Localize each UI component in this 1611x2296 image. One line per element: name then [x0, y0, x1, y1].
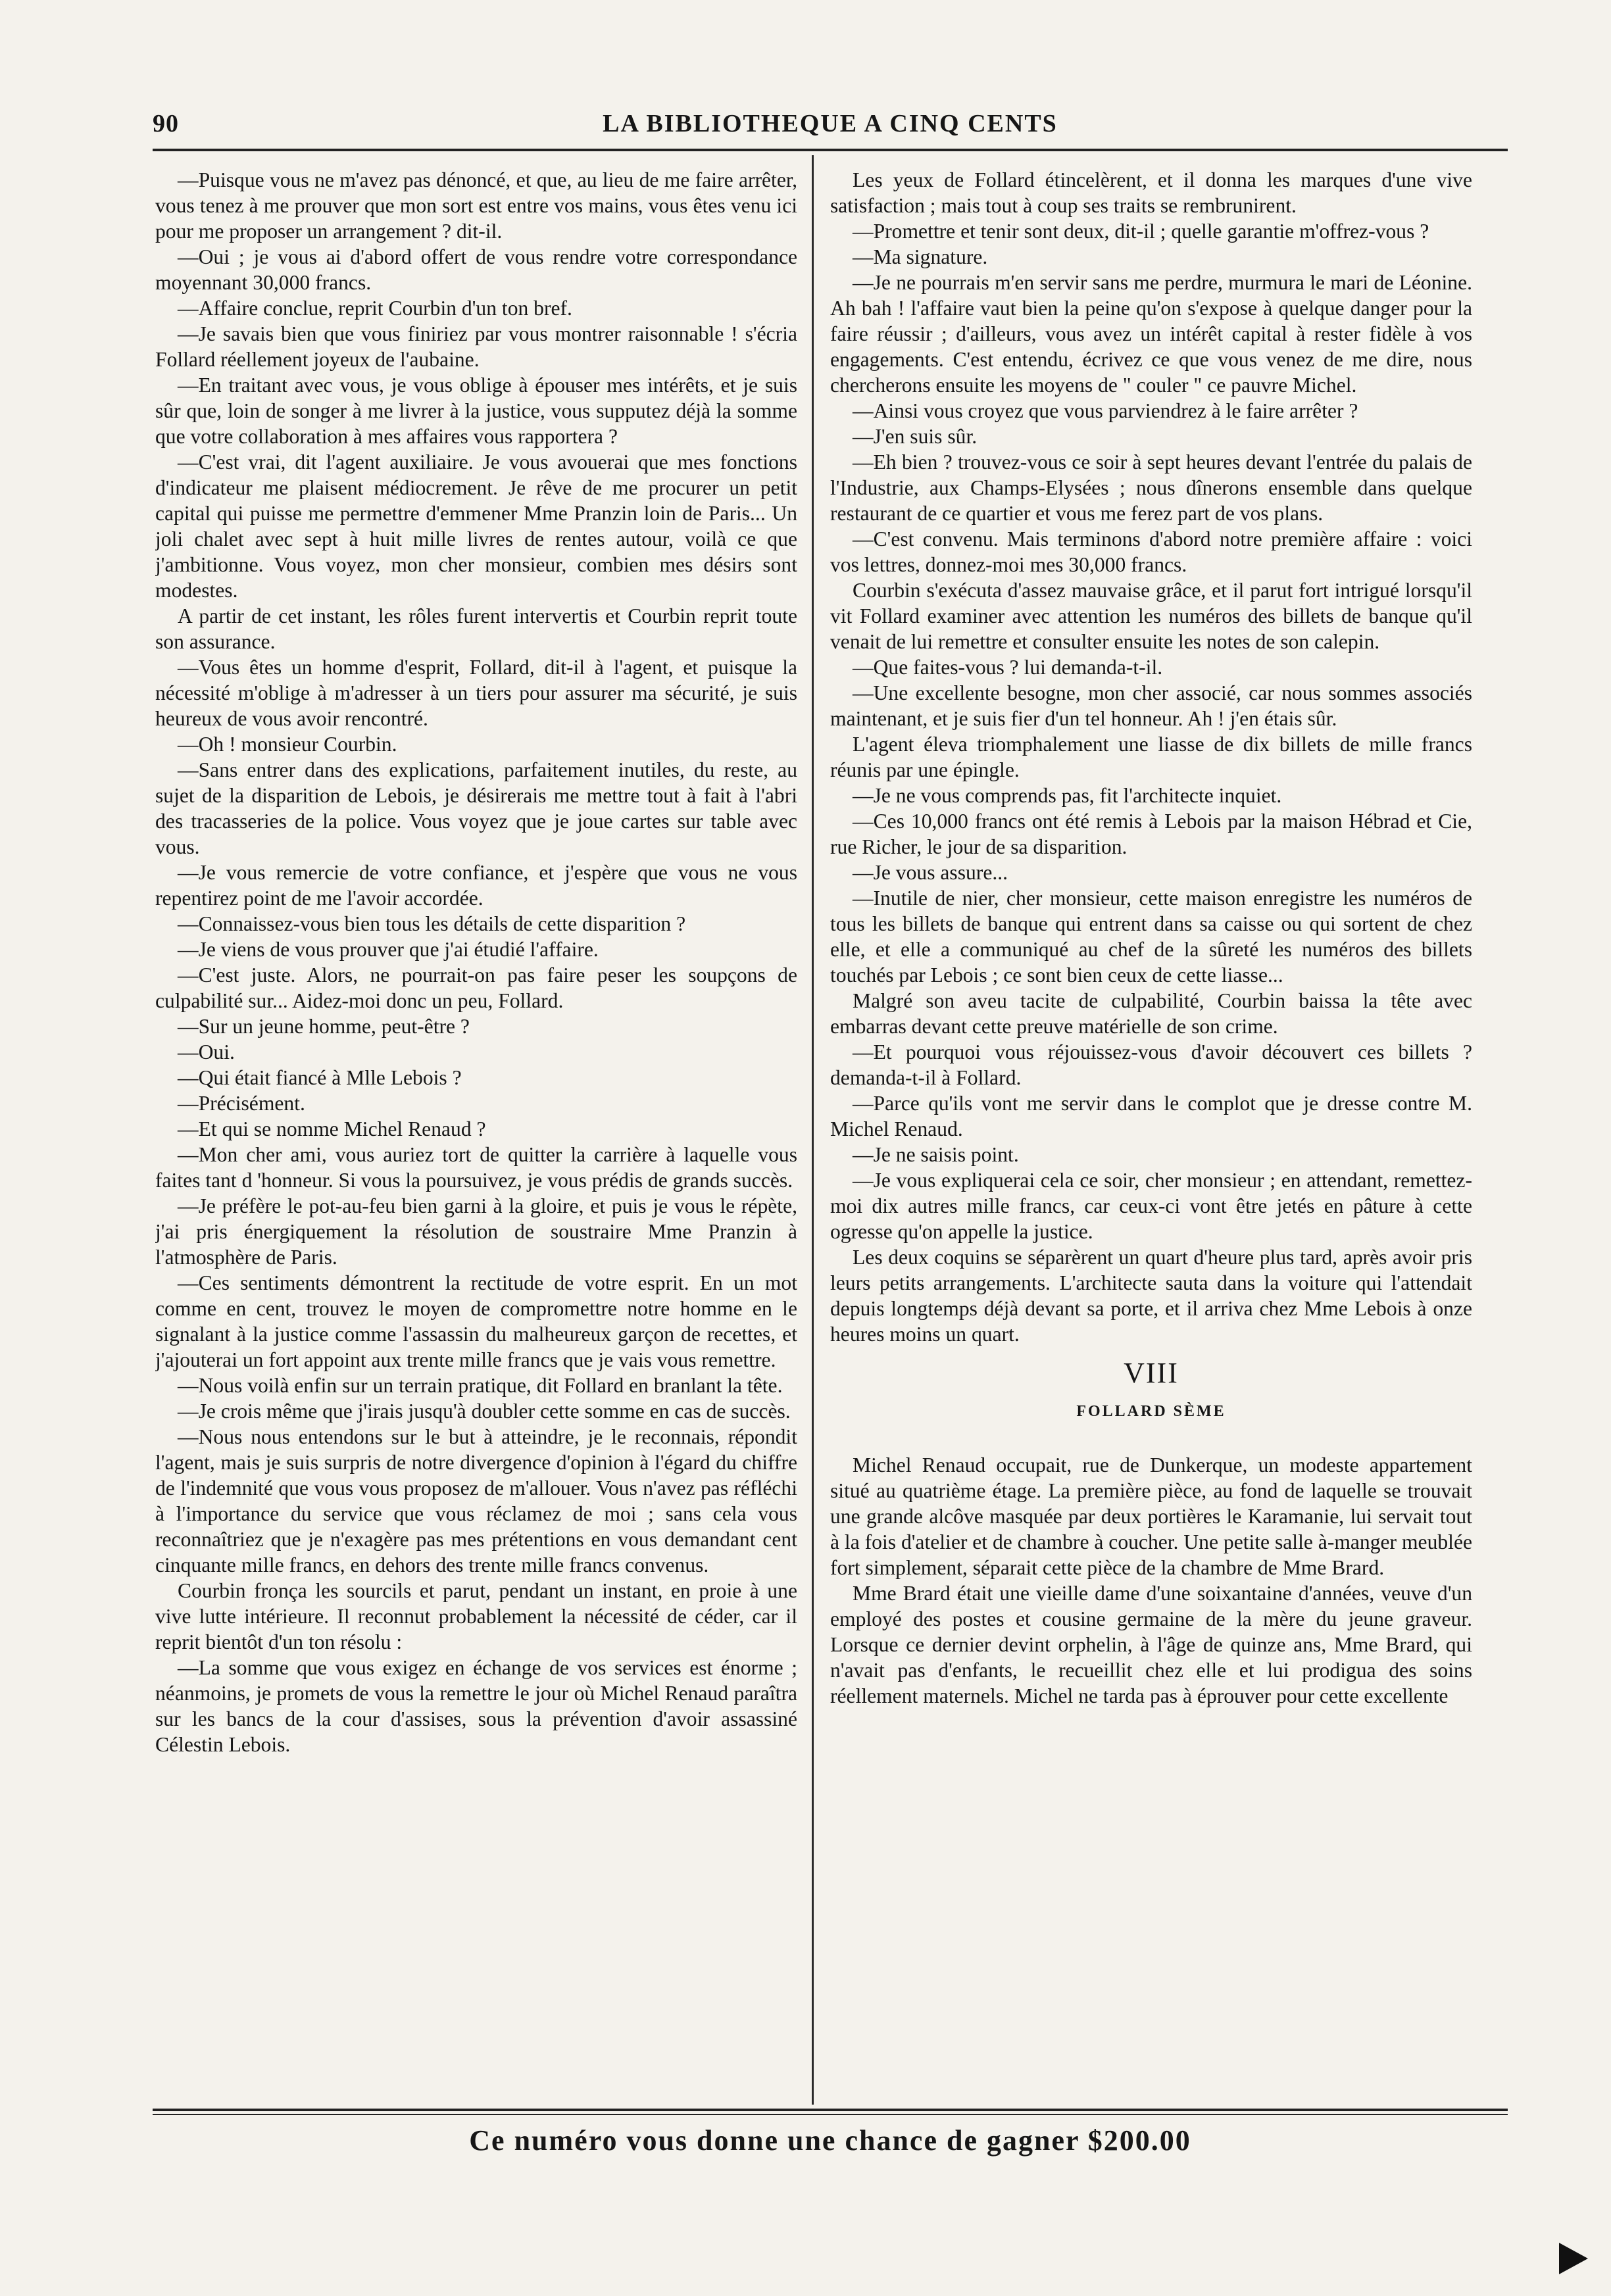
paragraph: —Sur un jeune homme, peut-être ?	[178, 1015, 470, 1038]
paragraph: —Je ne saisis point.	[853, 1143, 1019, 1166]
paragraph: —Je vous remercie de votre confiance, et j'espère que vous ne vous repentirez point de me l'avoir accordée.	[155, 861, 797, 910]
paragraph: —Connaissez-vous bien tous les détails de cette disparition ?	[178, 912, 686, 935]
paragraph: —Ainsi vous croyez que vous parviendrez à le faire arrêter ?	[853, 399, 1358, 422]
paragraph: —Ces sentiments démontrent la rectitude de votre esprit. En un mot comme en cent, trouvez le moyen de compromettre notre homme en le signalant à la justice comme l'assassin du malheureux garçon de recettes, et j'ajouterai un fort appoint aux trente mille francs que je vais vous remettre.	[155, 1271, 797, 1371]
running-head	[153, 107, 1508, 146]
paragraph: Courbin s'exécuta d'assez mauvaise grâce, et il parut fort intrigué lorsqu'il vit Follard examiner avec attention les numéros des billets de banque qu'il venait de lui remettre et consulter ensuite les notes de son calepin.	[830, 579, 1472, 653]
paragraph: —Sans entrer dans des explications, parfaitement inutiles, du reste, au sujet de la disparition de Lebois, je désirerais me mettre tout à fait à l'abri des tracasseries de la police. Vous voyez que je joue cartes sur table avec vous.	[155, 758, 797, 858]
paragraph: —Parce qu'ils vont me servir dans le complot que je dresse contre M. Michel Renaud.	[830, 1092, 1472, 1140]
paragraph: —Oui ; je vous ai d'abord offert de vous rendre votre correspondance moyennant 30,000 francs.	[155, 245, 797, 294]
paragraph: —Je vous expliquerai cela ce soir, cher monsieur ; en attendant, remettez-moi dix autres mille francs, car ceux-ci vont être jetés en pâture à cette ogresse qu'on appelle la justice.	[830, 1169, 1472, 1243]
chapter-title: FOLLARD SÈME	[1076, 1403, 1226, 1420]
paragraph: —C'est juste. Alors, ne pourrait-on pas faire peser les soupçons de culpabilité sur... Aidez-moi donc un peu, Follard.	[155, 964, 797, 1012]
journal-title: LA BIBLIOTHEQUE A CINQ CENTS	[603, 110, 1058, 137]
paragraph: —Oui.	[178, 1040, 235, 1063]
paragraph: A partir de cet instant, les rôles furent intervertis et Courbin reprit toute son assurance.	[155, 604, 797, 653]
paragraph: —La somme que vous exigez en échange de vos services est énorme ; néanmoins, je promets de vous la remettre le jour où Michel Renaud paraîtra sur les bancs de la cour d'assises, sous la prévention d'avoir assassiné Célestin Lebois.	[155, 1656, 797, 1756]
paragraph: —Que faites-vous ? lui demanda-t-il.	[853, 656, 1163, 679]
paragraph: —Je savais bien que vous finiriez par vous montrer raisonnable ! s'écria Follard réellement joyeux de l'aubaine.	[155, 322, 797, 371]
paragraph: —Mon cher ami, vous auriez tort de quitter la carrière à laquelle vous faites tant d 'honneur. Si vous la poursuivez, je vous prédis de grands succès.	[155, 1143, 797, 1192]
paragraph: L'agent éleva triomphalement une liasse de dix billets de mille francs réunis par une épingle.	[830, 733, 1472, 781]
paragraph: Michel Renaud occupait, rue de Dunkerque, un modeste appartement situé au quatrième étage. La première pièce, au fond de laquelle se trouvait une grande alcôve masquée par deux portières le Karamanie, lui servait tout à la fois d'atelier et de chambre à coucher. Une petite salle à-manger meublée fort simplement, séparait cette pièce de la chambre de Mme Brard.	[830, 1453, 1472, 1579]
corner-arrow-icon	[1559, 2243, 1588, 2274]
chapter-number: VIII	[1124, 1357, 1179, 1389]
paragraph: Les yeux de Follard étincelèrent, et il donna les marques d'une vive satisfaction ; mais tout à coup ses traits se rembrunirent.	[830, 168, 1472, 217]
footer-banner: Ce numéro vous donne une chance de gagner $200.00	[469, 2124, 1191, 2157]
right-column	[830, 167, 1472, 2104]
paragraph: —Je crois même que j'irais jusqu'à doubler cette somme en cas de succès.	[178, 1400, 791, 1423]
paragraph: —Une excellente besogne, mon cher associé, car nous sommes associés maintenant, et je suis fier d'un tel honneur. Ah ! j'en étais sûr.	[830, 681, 1472, 730]
left-column	[155, 167, 797, 2104]
right-column-text-before	[830, 167, 1472, 1347]
paragraph: —Ces 10,000 francs ont été remis à Lebois par la maison Hébrad et Cie, rue Richer, le jour de sa disparition.	[830, 810, 1472, 858]
paragraph: —Je vous assure...	[853, 861, 1008, 884]
paragraph: —Je préfère le pot-au-feu bien garni à la gloire, et puis je vous le répète, j'ai pris énergiquement la résolution de soustraire Mme Pranzin à l'atmosphère de Paris.	[155, 1194, 797, 1269]
paragraph: —Puisque vous ne m'avez pas dénoncé, et que, au lieu de me faire arrêter, vous tenez à me prouver que mon sort est entre vos mains, vous êtes venu ici pour me proposer un arrangement ? dit-il.	[155, 168, 797, 243]
paragraph: —Vous êtes un homme d'esprit, Follard, dit-il à l'agent, et puisque la nécessité m'oblige à m'adresser à un tiers pour assurer ma sécurité, je suis heureux de vous avoir rencontré.	[155, 656, 797, 730]
right-column-text-after	[830, 1452, 1472, 1709]
paragraph: —C'est convenu. Mais terminons d'abord notre première affaire : voici vos lettres, donnez-moi mes 30,000 francs.	[830, 527, 1472, 576]
paragraph: —Ma signature.	[853, 245, 988, 268]
paragraph: —Et pourquoi vous réjouissez-vous d'avoir découvert ces billets ? demanda-t-il à Follard.	[830, 1040, 1472, 1089]
paragraph: —Affaire conclue, reprit Courbin d'un ton bref.	[178, 297, 572, 320]
footer-rule-thin	[153, 2114, 1508, 2115]
paragraph: —Nous nous entendons sur le but à atteindre, je le reconnais, répondit l'agent, mais je suis surpris de notre divergence d'opinion à l'égard du chiffre de l'indemnité que vous vous proposez de m'allouer. Vous n'avez pas réfléchi à l'importance du service que vous réclamez de moi ; sans cela vous reconnaîtriez que je n'exagère pas mes prétentions en vous demandant cent cinquante mille francs, en dehors des trente mille francs convenus.	[155, 1425, 797, 1576]
column-divider	[812, 155, 814, 2105]
paragraph: Mme Brard était une vieille dame d'une soixantaine d'années, veuve d'un employé des postes et cousine germaine de la mère du jeune graveur. Lorsque ce dernier devint orphelin, à l'âge de quinze ans, Mme Brard, qui n'avait pas d'enfants, le recueillit chez elle et lui prodigua des soins réellement maternels. Michel ne tarda pas à éprouver pour cette excellente	[830, 1582, 1472, 1707]
paragraph: Courbin fronça les sourcils et parut, pendant un instant, en proie à une vive lutte intérieure. Il reconnut probablement la nécessité de céder, car il reprit bientôt d'un ton résolu :	[155, 1579, 797, 1653]
paragraph: —Nous voilà enfin sur un terrain pratique, dit Follard en branlant la tête.	[178, 1374, 783, 1397]
footer-rule	[153, 2109, 1508, 2111]
paragraph: —Précisément.	[178, 1092, 305, 1115]
paragraph: Les deux coquins se séparèrent un quart d'heure plus tard, après avoir pris leurs petits arrangements. L'architecte sauta dans la voiture qui l'attendait depuis longtemps déjà devant sa porte, et il arriva chez Mme Lebois à onze heures moins un quart.	[830, 1246, 1472, 1346]
paragraph: —Inutile de nier, cher monsieur, cette maison enregistre les numéros de tous les billets de banque qui entrent dans sa caisse ou qui sortent de chez elle, et elle a communiqué au chef de la sûreté les numéros des billets touchés par Lebois ; ce sont bien ceux de cette liasse...	[830, 887, 1472, 987]
paragraph: —Eh bien ? trouvez-vous ce soir à sept heures devant l'entrée du palais de l'Industrie, aux Champs-Elysées ; nous dînerons ensemble dans quelque restaurant de ce quartier et vous me ferez part de vos plans.	[830, 451, 1472, 525]
paragraph: —Je ne vous comprends pas, fit l'architecte inquiet.	[853, 784, 1282, 807]
paragraph: Malgré son aveu tacite de culpabilité, Courbin baissa la tête avec embarras devant cette preuve matérielle de son crime.	[830, 989, 1472, 1038]
paragraph: —Je viens de vous prouver que j'ai étudié l'affaire.	[178, 938, 599, 961]
paragraph: —Je ne pourrais m'en servir sans me perdre, murmura le mari de Léonine. Ah bah ! l'affaire vaut bien la peine qu'on s'expose à quelque danger pour la faire réussir ; d'ailleurs, vous avez un intérêt capital à rester fidèle à vos engagements. C'est entendu, écrivez ce que vous venez de me dire, nous chercherons ensuite les moyens de " couler " ce pauvre Michel.	[830, 271, 1472, 397]
paragraph: —Et qui se nomme Michel Renaud ?	[178, 1117, 486, 1140]
paragraph: —Qui était fiancé à Mlle Lebois ?	[178, 1066, 462, 1089]
paragraph: —Promettre et tenir sont deux, dit-il ; quelle garantie m'offrez-vous ?	[853, 220, 1429, 243]
paragraph: —En traitant avec vous, je vous oblige à épouser mes intérêts, et je suis sûr que, loin de songer à me livrer à la justice, vous supputez déjà la somme que votre collaboration à mes affaires vous rapportera ?	[155, 374, 797, 448]
page-number: 90	[153, 110, 179, 137]
paragraph: —Oh ! monsieur Courbin.	[178, 733, 397, 756]
paragraph: —J'en suis sûr.	[853, 425, 978, 448]
header-rule	[153, 149, 1508, 151]
paragraph: —C'est vrai, dit l'agent auxiliaire. Je vous avouerai que mes fonctions d'indicateur me plaisent médiocrement. Je rêve de me procurer un petit capital qui puisse me permettre d'emmener Mme Pranzin loin de Paris... Un joli chalet avec sept à huit mille livres de rentes autour, voilà ce que j'ambitionne. Vous voyez, mon cher monsieur, combien mes désirs sont modestes.	[155, 451, 797, 602]
